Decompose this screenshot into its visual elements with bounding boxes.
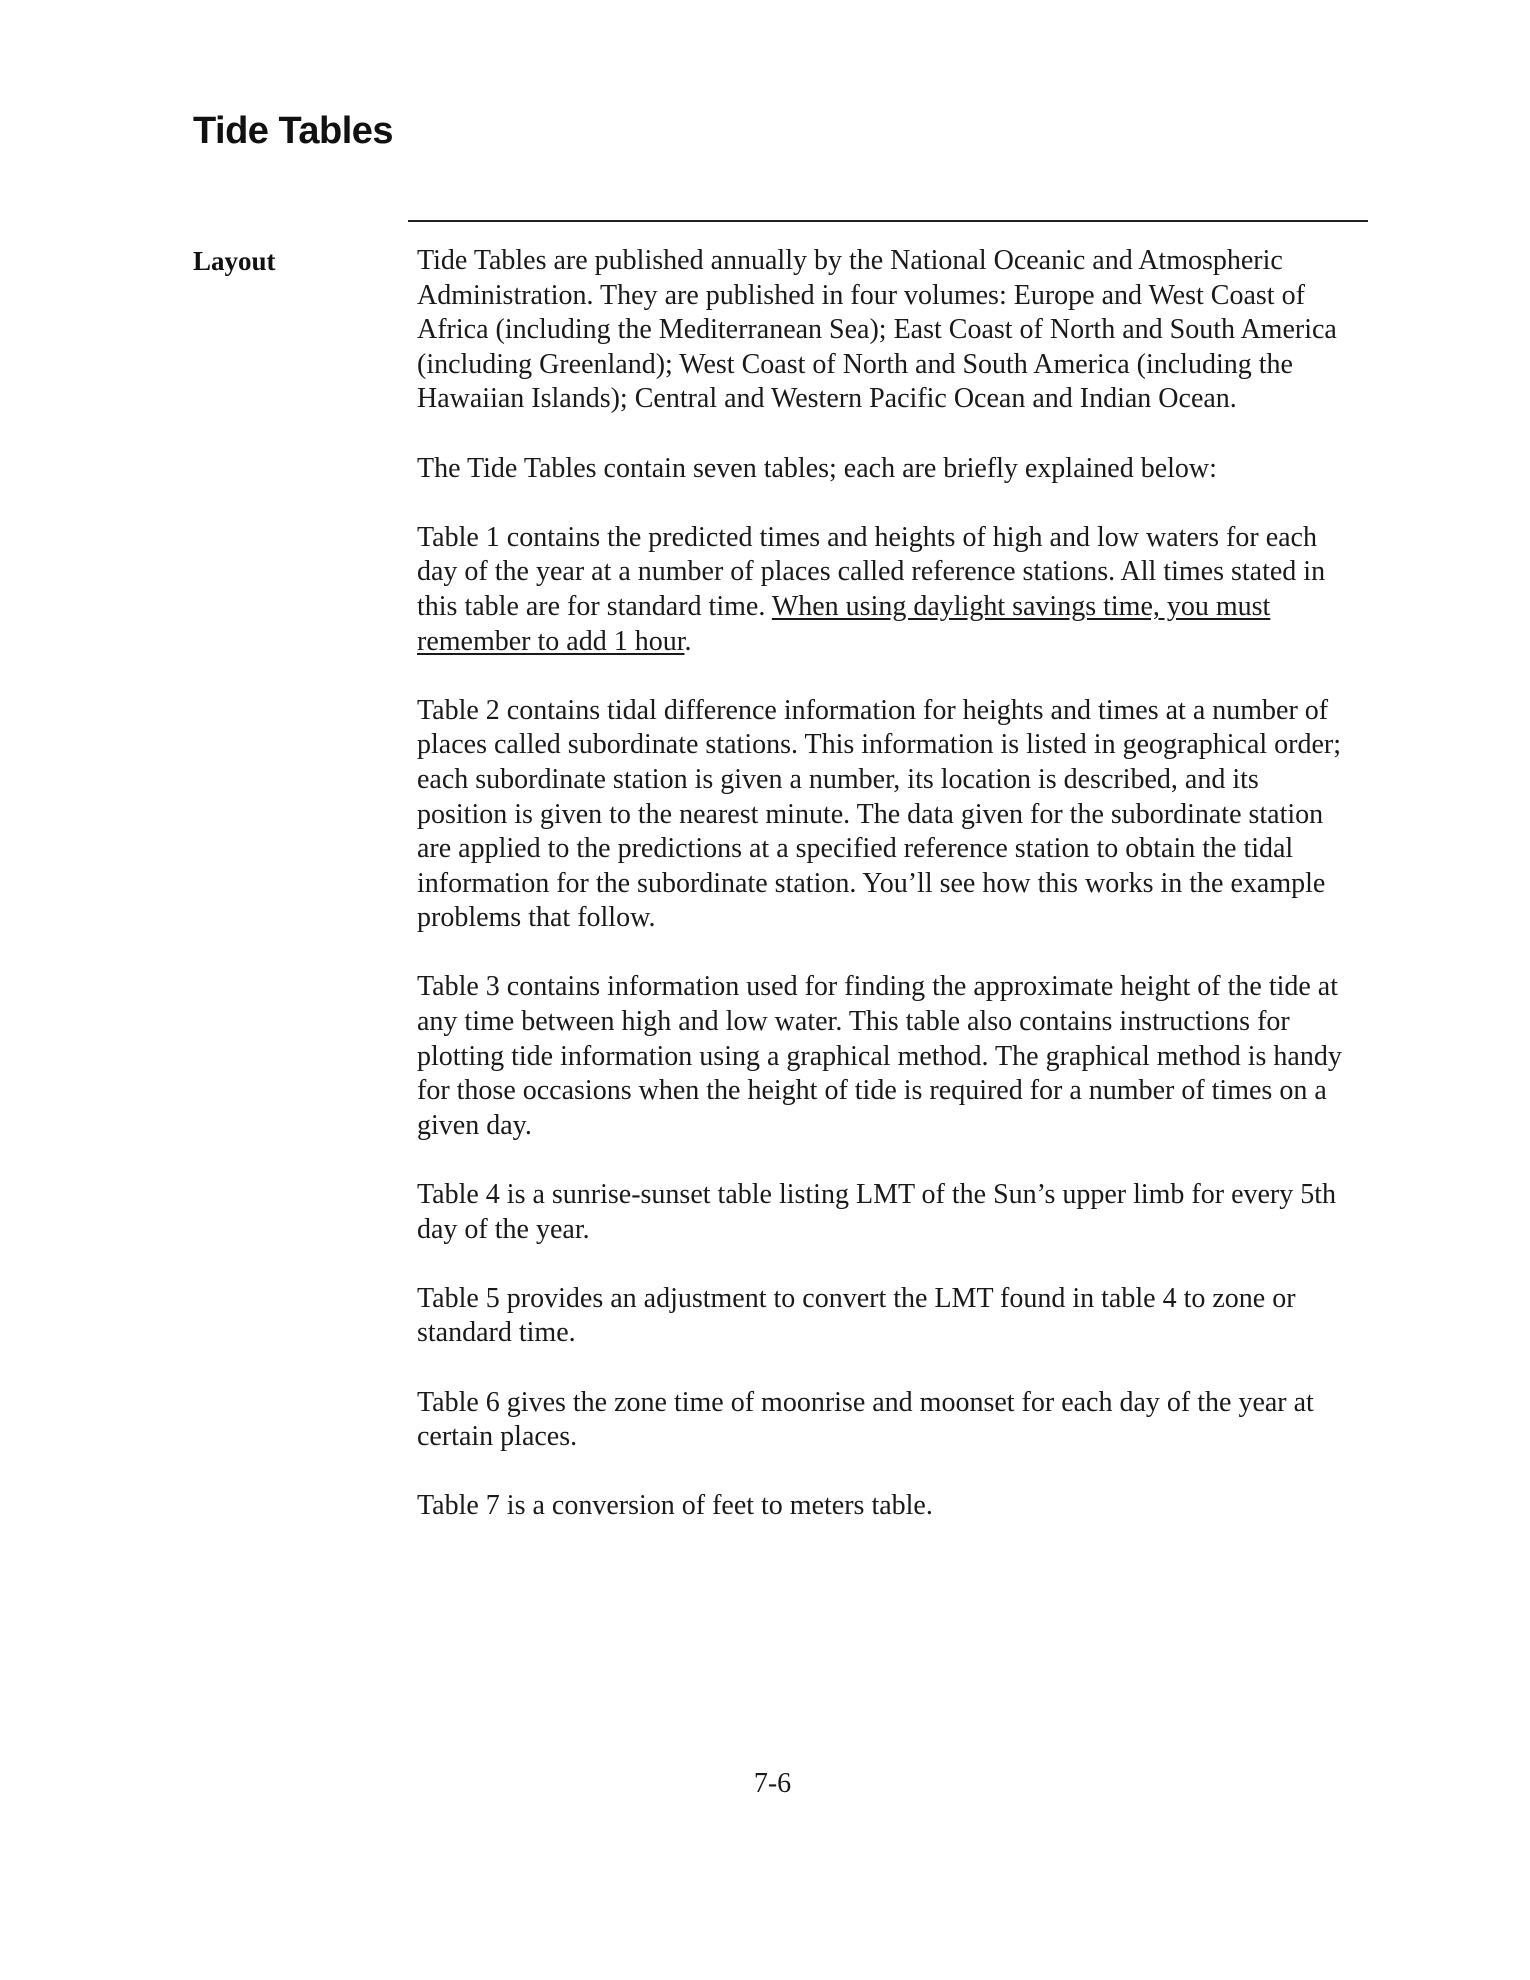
paragraph-table-4: Table 4 is a sunrise-sunset table listing LMT of the Sun’s upper limb for every 5th day of the year.: [417, 1179, 1337, 1245]
page-title: Tide Tables: [193, 110, 394, 152]
page-number: 7-6: [753, 1768, 792, 1799]
paragraph-table-1-end: .: [684, 625, 692, 657]
paragraph-table-7: Table 7 is a conversion of feet to meters table.: [417, 1490, 933, 1522]
section-divider: [408, 220, 1368, 222]
paragraph-table-5: Table 5 provides an adjustment to convert the LMT found in table 4 to zone or standard time.: [417, 1282, 1296, 1349]
section-body: [417, 244, 1347, 1559]
paragraph-table-1-text: Table 1 contains the predicted times and heights of high and low waters for each day of the year at a number of places called reference stations. All times stated in this table are for standard time.: [417, 521, 1326, 622]
paragraph-publication: Tide Tables are published annually by the National Oceanic and Atmospheric Administration. They are published in four volumes: Europe and West Coast of Africa (including the Mediterranean Sea); East Coast of North and South America (including Greenland); West Coast of North and South America (including the Hawaiian Islands); Central and Western Pacific Ocean and Indian Ocean.: [417, 245, 1337, 415]
section-heading: Layout: [193, 246, 276, 276]
paragraph-table-6: Table 6 gives the zone time of moonrise and moonset for each day of the year at certain places.: [417, 1386, 1314, 1453]
daylight-savings-note: When using daylight savings time, you must remember to add 1 hour: [417, 590, 1271, 657]
paragraph-table-3: Table 3 contains information used for finding the approximate height of the tide at any time between high and low water. This table also contains instructions for plotting tide information using a graphical method. The graphical method is handy for those occasions when the height of tide is required for a number of times on a given day.: [417, 971, 1342, 1141]
paragraph-table-1: [417, 521, 1347, 659]
paragraph-table-2: Table 2 contains tidal difference information for heights and times at a number of places called subordinate stations. This information is listed in geographical order; each subordinate station is given a number, its location is described, and its position is given to the nearest minute. The data given for the subordinate station are applied to the predictions at a specified reference station to obtain the tidal information for the subordinate station. You’ll see how this works in the example problems that follow.: [417, 694, 1342, 934]
paragraph-tables-intro: The Tide Tables contain seven tables; each are briefly explained below:: [417, 452, 1217, 484]
